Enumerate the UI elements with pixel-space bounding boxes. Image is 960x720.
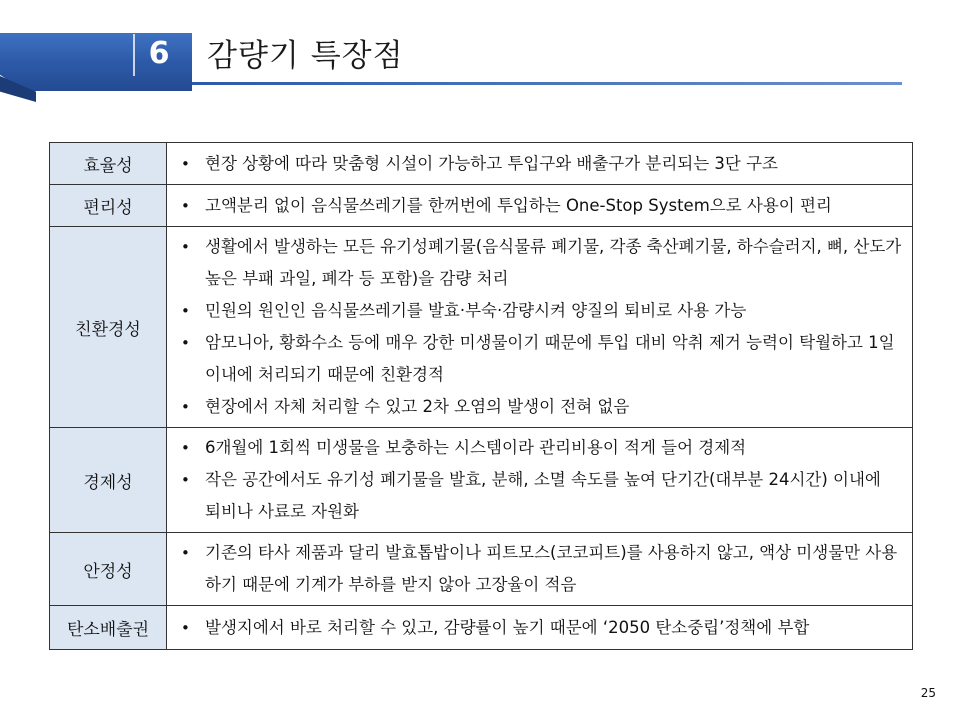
table-row xyxy=(50,533,913,606)
bullet-list xyxy=(177,432,902,528)
row-content xyxy=(167,227,913,428)
row-content xyxy=(167,606,913,650)
row-label: 편리성 xyxy=(50,185,167,227)
title-underline xyxy=(192,82,902,85)
bullet-item: • 6개월에 1회씩 미생물을 보충하는 시스템이라 관리비용이 적게 들어 경제적 xyxy=(177,432,902,464)
features-table xyxy=(49,142,913,650)
row-content xyxy=(167,428,913,533)
bullet-item: • 고액분리 없이 음식물쓰레기를 한꺼번에 투입하는 One-Stop System으로 사용이 편리 xyxy=(177,190,902,222)
banner-divider xyxy=(133,34,135,76)
row-label: 효율성 xyxy=(50,143,167,185)
chapter-number: 6 xyxy=(148,36,170,71)
row-content xyxy=(167,143,913,185)
bullet-item: • 기존의 타사 제품과 달리 발효톱밥이나 피트모스(코코피트)를 사용하지 않고, 액상 미생물만 사용하기 때문에 기계가 부하를 받지 않아 고장율이 적음 xyxy=(177,537,902,601)
page-number: 25 xyxy=(920,686,936,700)
bullet-item: • 현장 상황에 따라 맞춤형 시설이 가능하고 투입구와 배출구가 분리되는 3단 구조 xyxy=(177,148,902,180)
page-title: 감량기 특장점 xyxy=(207,38,404,74)
bullet-item: • 현장에서 자체 처리할 수 있고 2차 오염의 발생이 전혀 없음 xyxy=(177,391,902,423)
table-row xyxy=(50,606,913,650)
table-row xyxy=(50,428,913,533)
row-label: 경제성 xyxy=(50,428,167,533)
bullet-item: • 생활에서 발생하는 모든 유기성폐기물(음식물류 폐기물, 각종 축산폐기물, 하수슬러지, 뼈, 산도가 높은 부패 과일, 폐각 등 포함)을 감량 처리 xyxy=(177,231,902,295)
row-label: 안정성 xyxy=(50,533,167,606)
bullet-list xyxy=(177,148,902,180)
row-label: 탄소배출권 xyxy=(50,606,167,650)
row-label: 친환경성 xyxy=(50,227,167,428)
row-content xyxy=(167,533,913,606)
bullet-list xyxy=(177,190,902,222)
table-row xyxy=(50,227,913,428)
bullet-list xyxy=(177,612,902,644)
row-content xyxy=(167,185,913,227)
table-row xyxy=(50,143,913,185)
bullet-item: • 작은 공간에서도 유기성 폐기물을 발효, 분해, 소멸 속도를 높여 단기간(대부분 24시간) 이내에 퇴비나 사료로 자원화 xyxy=(177,464,902,528)
bullet-item: • 암모니아, 황화수소 등에 매우 강한 미생물이기 때문에 투입 대비 악취 제거 능력이 탁월하고 1일 이내에 처리되기 때문에 친환경적 xyxy=(177,327,902,391)
bullet-list xyxy=(177,231,902,423)
table-row xyxy=(50,185,913,227)
bullet-item: • 민원의 원인인 음식물쓰레기를 발효·부숙·감량시켜 양질의 퇴비로 사용 가능 xyxy=(177,295,902,327)
bullet-list xyxy=(177,537,902,601)
bullet-item: • 발생지에서 바로 처리할 수 있고, 감량률이 높기 때문에 ‘2050 탄소중립’정책에 부합 xyxy=(177,612,902,644)
